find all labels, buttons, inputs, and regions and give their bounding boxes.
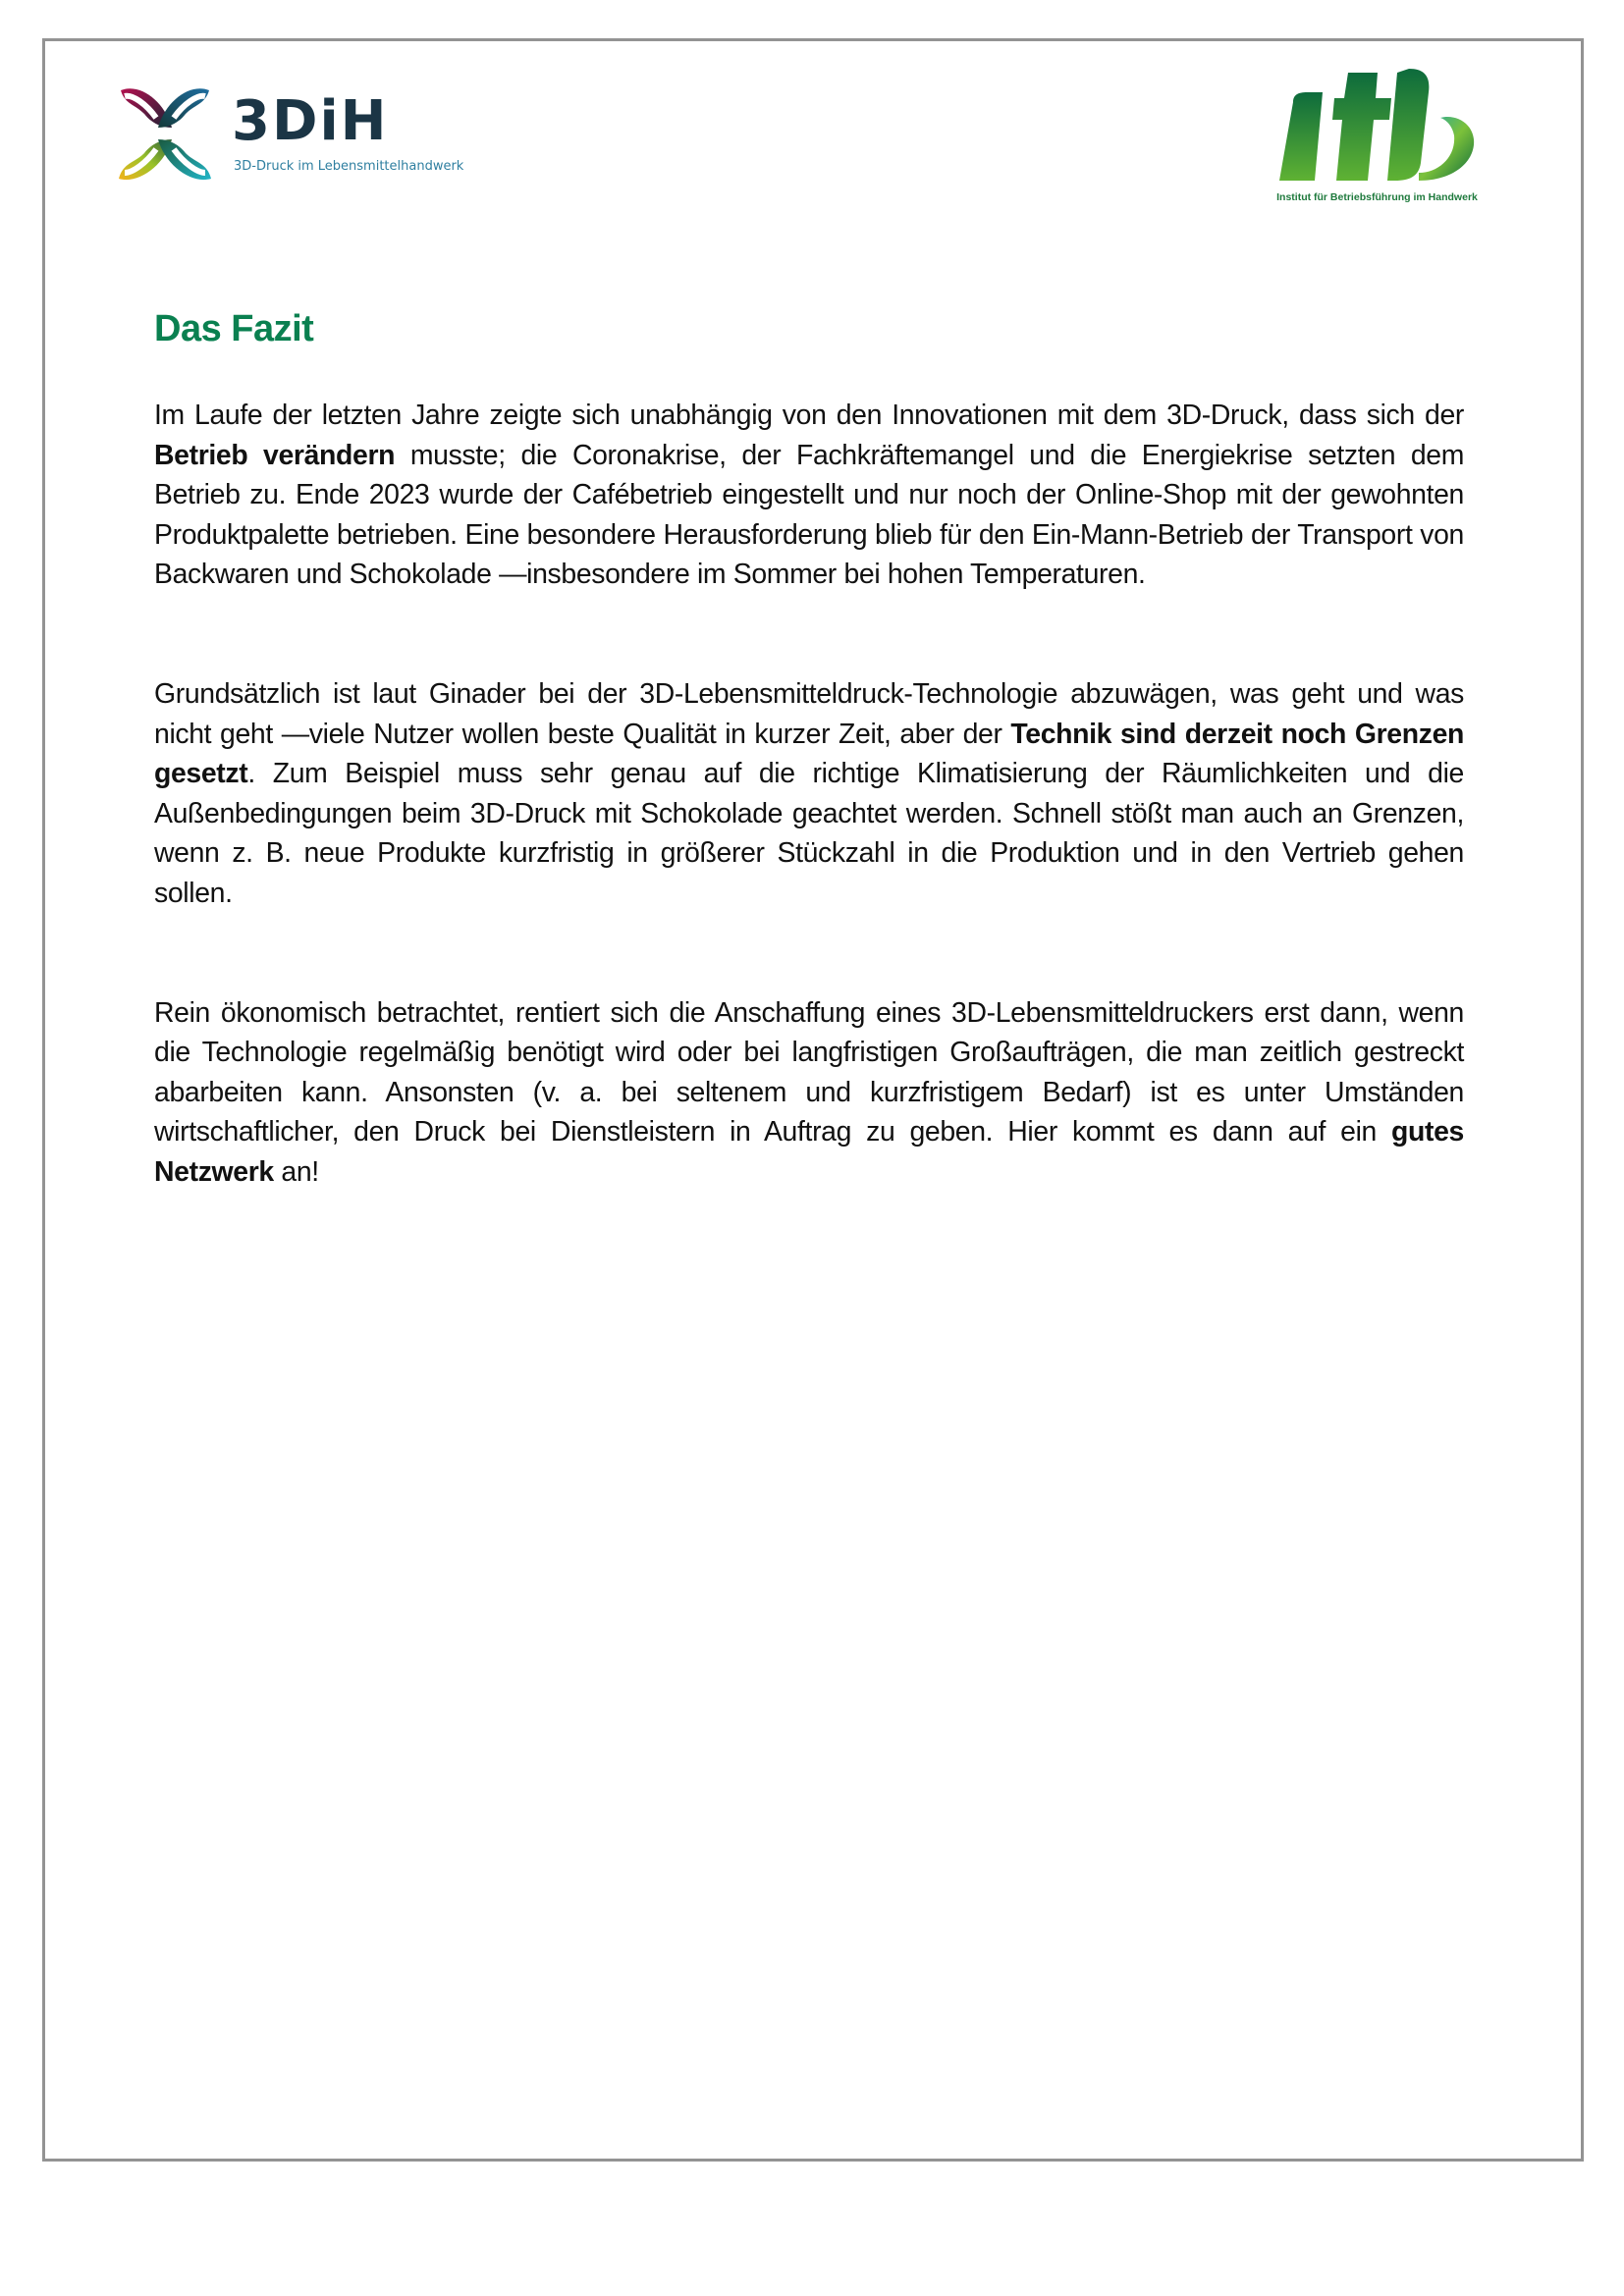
paragraph-2-emphasis: Technik sind derzeit noch Grenzen gesetzt — [154, 718, 1464, 790]
paragraph-2-text-a: Grundsätzlich ist laut Ginader bei der 3D-Lebensmitteldruck-Technologie abzuwägen, was geht und was nicht geht —viele Nutzer wollen beste Qualität in kurzer Zeit, aber der — [154, 677, 1464, 750]
paragraph-1 — [154, 396, 1464, 595]
paragraph-3-emphasis: gutes Netzwerk — [154, 1116, 1464, 1188]
document-body — [154, 299, 1464, 1193]
paragraph-1-text-b: musste; die Coronakrise, der Fachkräftemangel und die Energiekrise setzten dem Betrieb zu. Ende 2023 wurde der Cafébetrieb eingestellt und nur noch der Online-Shop mit der gewohnten Produktpalette betrieben. Eine besondere Herausforderung blieb für den Ein-Mann-Betrieb der Transport von Backwaren und Schokolade —insbesondere im Sommer bei hohen Temperaturen. — [154, 439, 1464, 591]
logo-3dih-subtitle: 3D-Druck im Lebensmittelhandwerk — [234, 159, 464, 174]
logo-3dih — [111, 82, 464, 185]
paragraph-1-text-a: Im Laufe der letzten Jahre zeigte sich unabhängig von den Innovationen mit dem 3D-Druck, dass sich der — [154, 400, 1464, 431]
paragraph-2-text-b: . Zum Beispiel muss sehr genau auf die richtige Klimatisierung der Räumlichkeiten und die Außenbedingungen beim 3D-Druck mit Schokolade geachtet werden. Schnell stößt man auch an Grenzen, wenn z. B. neue Produkte kurzfristig in größerer Stückzahl in die Produktion und in den Vertrieb gehen sollen. — [154, 758, 1464, 909]
paragraph-2 — [154, 674, 1464, 914]
logo-itb — [1272, 65, 1483, 206]
paragraph-3-text-a: Rein ökonomisch betrachtet, rentiert sich die Anschaffung eines 3D-Lebensmitteldruckers erst dann, wenn die Technologie regelmäßig benötigt wird oder bei langfristigen Großaufträgen, die man zeitlich gestreckt abarbeiten kann. Ansonsten (v. a. bei seltenem und kurzfristigem Bedarf) ist es unter Umständen wirtschaftlicher, den Druck bei Dienstleistern in Auftrag zu geben. Hier kommt es dann auf ein — [154, 996, 1464, 1148]
3dih-knot-icon — [111, 82, 219, 185]
paragraph-1-emphasis: Betrieb verändern — [154, 439, 396, 471]
paragraph-3-text-b: an! — [273, 1155, 319, 1188]
page-title: Das Fazit — [154, 308, 314, 349]
paragraph-3 — [154, 993, 1464, 1193]
itb-logo-mark-icon — [1272, 65, 1483, 187]
logo-itb-subtitle: Institut für Betriebsführung im Handwerk — [1276, 191, 1478, 203]
logo-3dih-wordmark: 3DiH — [232, 89, 389, 153]
